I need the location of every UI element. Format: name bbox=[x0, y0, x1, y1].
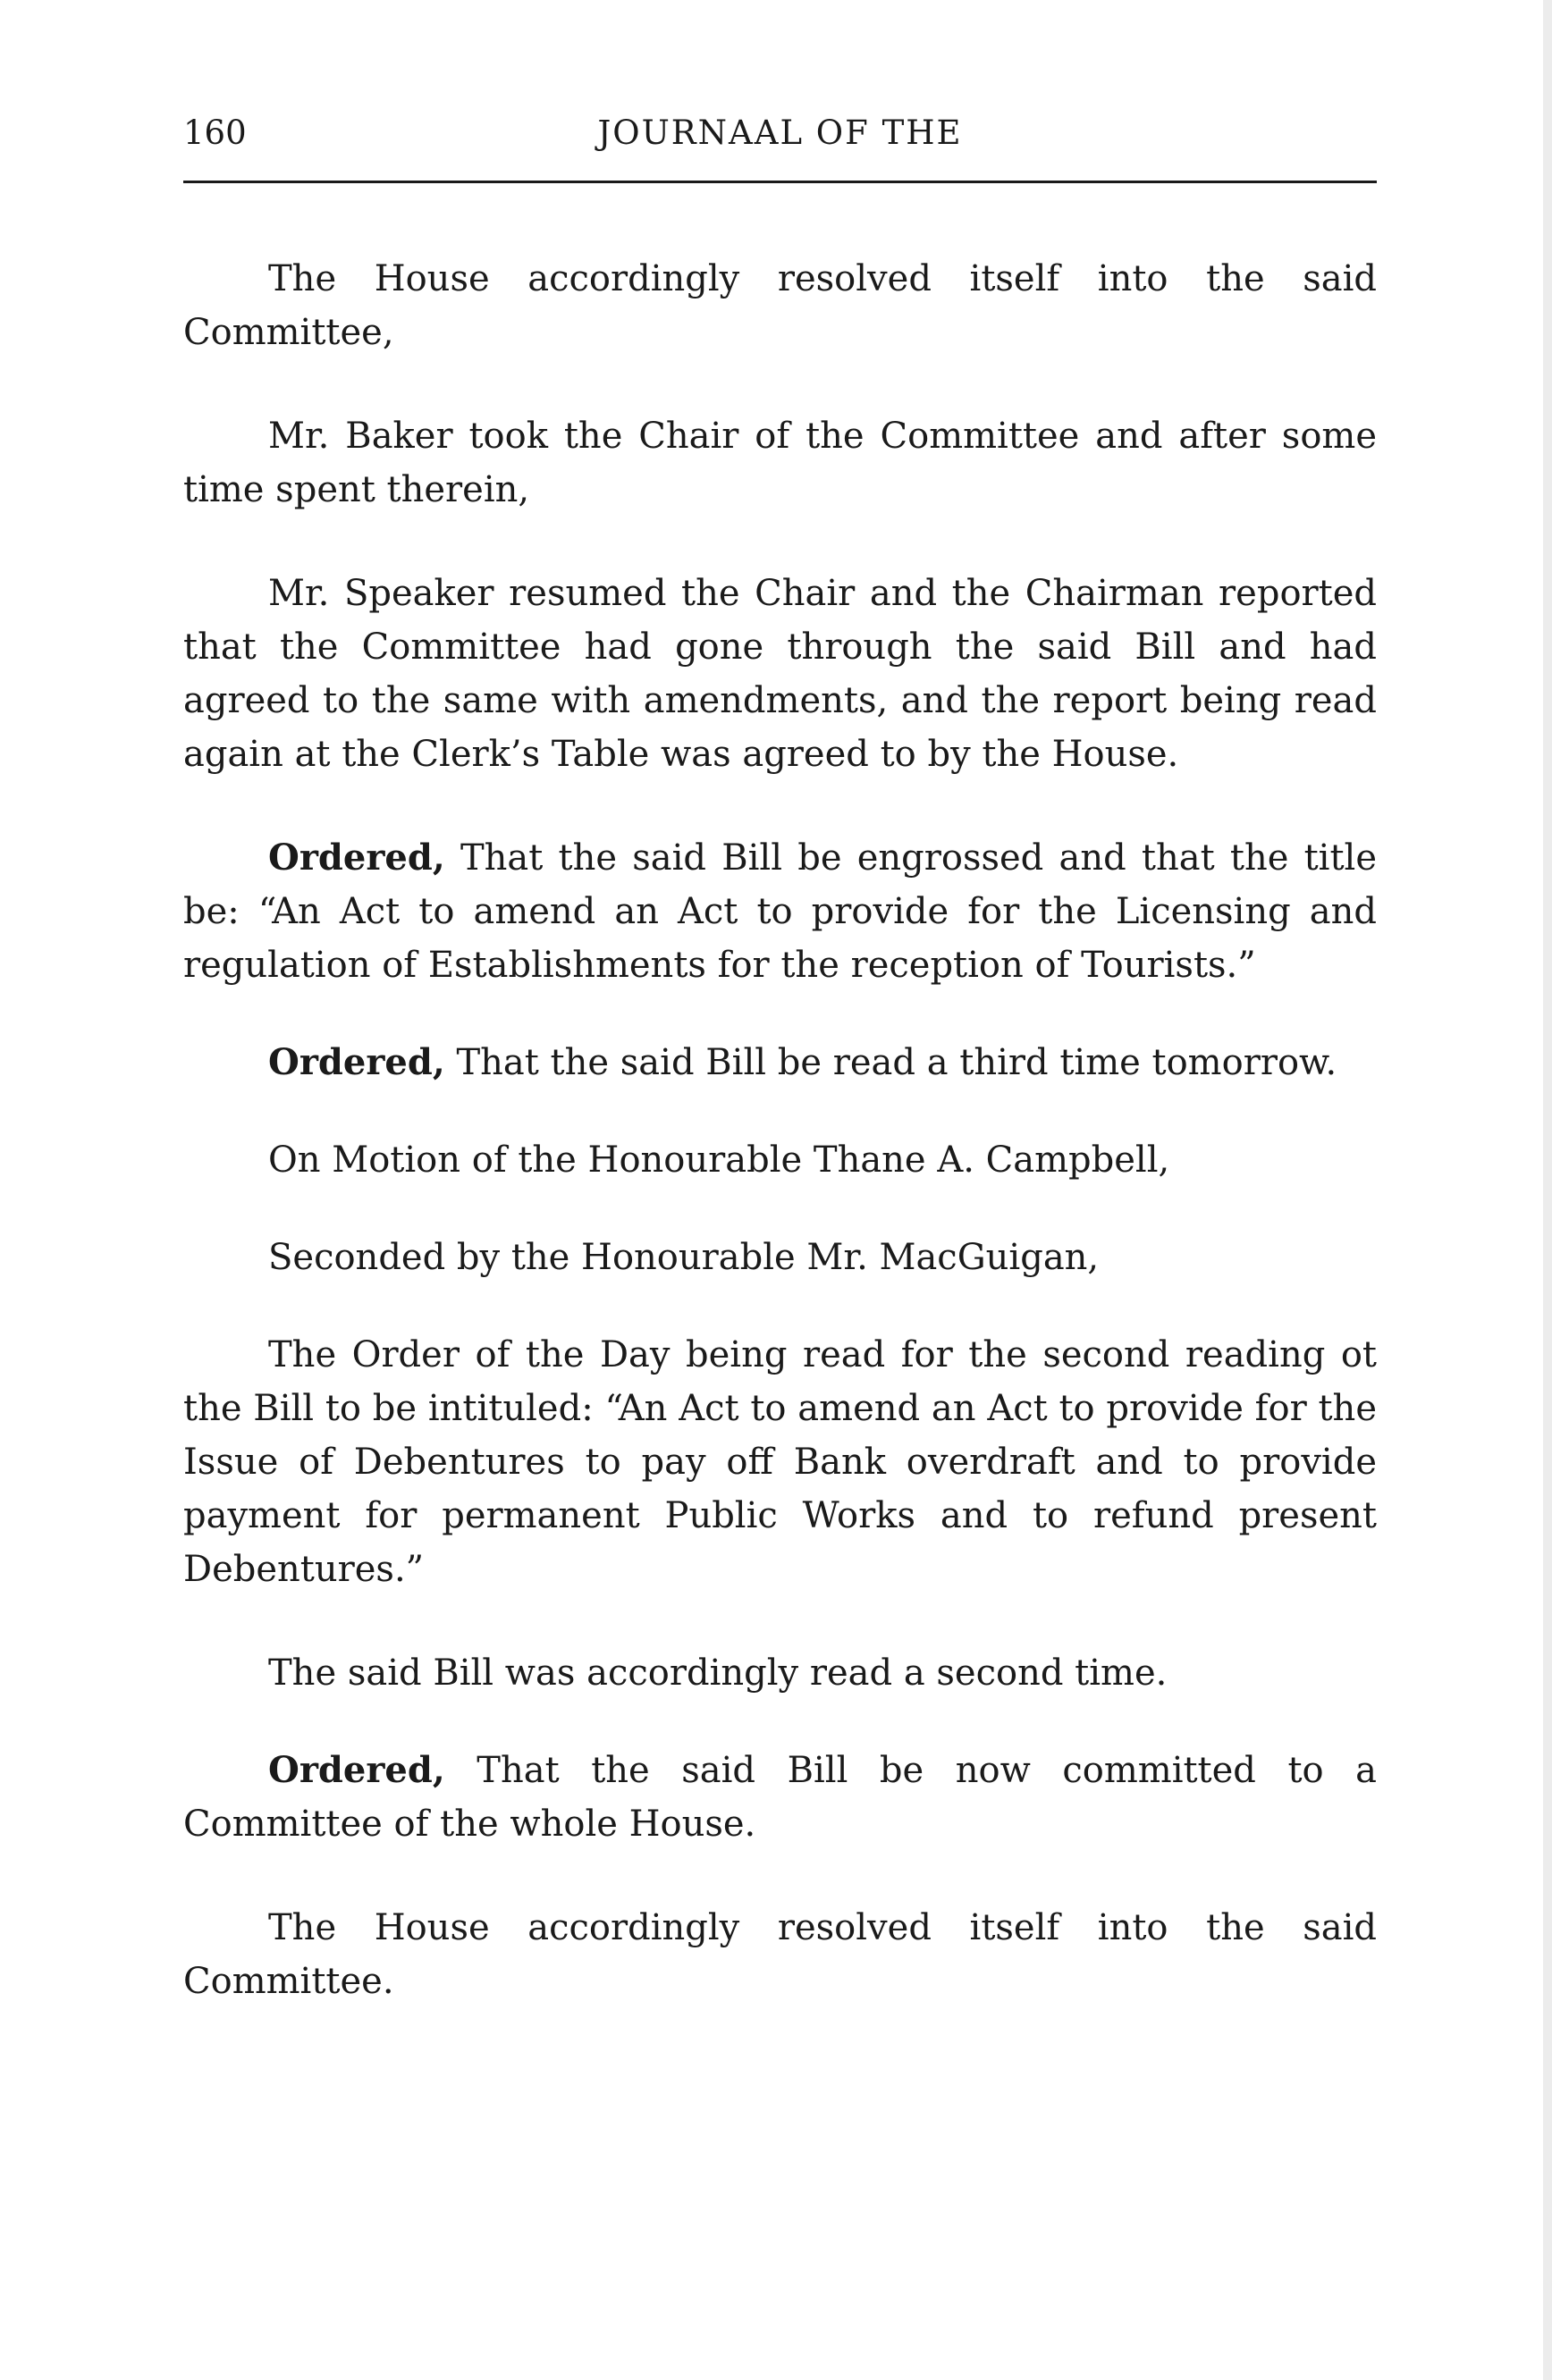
ordered-label: Ordered, bbox=[268, 1749, 445, 1791]
ordered-label: Ordered, bbox=[268, 837, 445, 879]
paragraph-text: The House accordingly resolved itself into the said Committee. bbox=[183, 1907, 1377, 2002]
paragraph-8 bbox=[183, 1328, 1377, 1596]
paragraph-2 bbox=[183, 409, 1377, 517]
paragraph-3 bbox=[183, 567, 1377, 781]
ordered-label: Ordered, bbox=[268, 1041, 445, 1083]
paragraph-11 bbox=[183, 1901, 1377, 2008]
page-edge bbox=[1543, 0, 1552, 2380]
paragraph-4 bbox=[183, 831, 1377, 992]
paragraph-text: Mr. Speaker resumed the Chair and the Chairman reported that the Committee had gone through the said Bill and had agreed to the same with amendments, and the report being read again at the Clerk’s Table was agreed to by the House. bbox=[183, 573, 1377, 775]
paragraph-10 bbox=[183, 1744, 1377, 1851]
paragraph-9 bbox=[183, 1646, 1377, 1700]
page-number: 160 bbox=[183, 114, 247, 152]
paragraph-text: Seconded by the Honourable Mr. MacGuigan, bbox=[268, 1237, 1100, 1278]
page-header bbox=[183, 116, 1377, 170]
paragraph-7 bbox=[183, 1231, 1377, 1284]
running-head: JOURNAAL OF THE bbox=[597, 114, 963, 152]
paragraph-1 bbox=[183, 252, 1377, 359]
paragraph-text: Mr. Baker took the Chair of the Committee and after some time spent therein, bbox=[183, 416, 1377, 510]
paragraph-6 bbox=[183, 1133, 1377, 1187]
paragraph-text: The Order of the Day being read for the second reading ot the Bill to be intituled: “An Act to amend an Act to provide for the Issue of Debentures to pay off Bank overdraft and to provide payment for permanent Public Works and to refund present Debentures.” bbox=[183, 1334, 1377, 1590]
paragraph-text: That the said Bill be read a third time tomorrow. bbox=[444, 1042, 1337, 1083]
header-rule bbox=[183, 181, 1377, 183]
paragraph-text: The House accordingly resolved itself into the said Committee, bbox=[183, 258, 1377, 353]
paragraph-5 bbox=[183, 1036, 1377, 1089]
paragraph-text: The said Bill was accordingly read a second time. bbox=[268, 1653, 1168, 1694]
journal-body bbox=[183, 252, 1377, 2058]
paragraph-text: On Motion of the Honourable Thane A. Campbell, bbox=[268, 1140, 1170, 1181]
paragraph-text: That the said Bill be engrossed and that the title be: “An Act to amend an Act to provide for the Licensing and regulation of Establishments for the reception of Tourists.” bbox=[183, 837, 1377, 986]
paragraph-text: That the said Bill be now committed to a Committee of the whole House. bbox=[183, 1750, 1377, 1845]
